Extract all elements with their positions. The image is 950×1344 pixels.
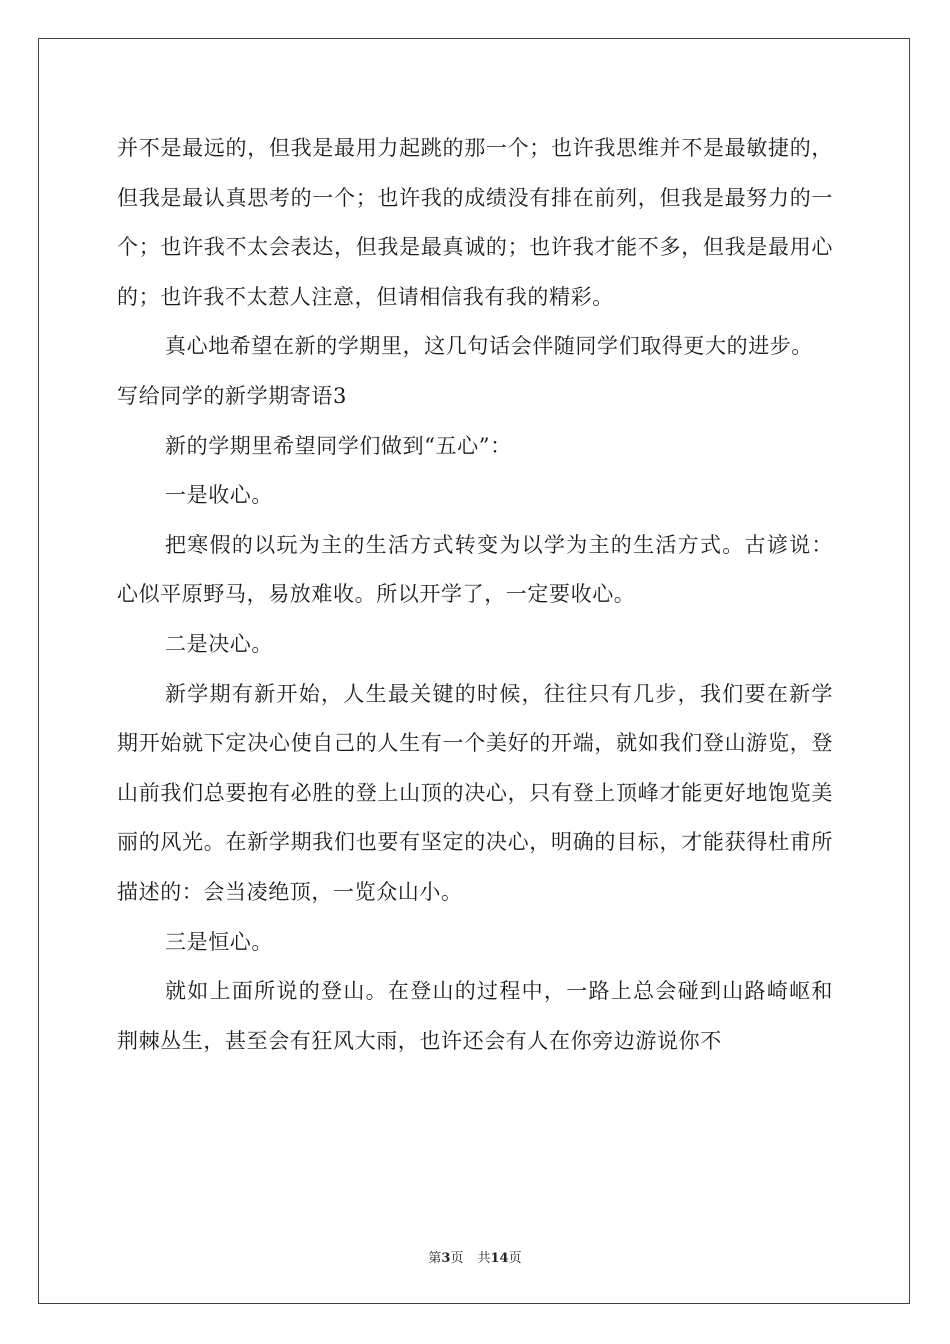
- section-heading: 写给同学的新学期寄语3: [117, 383, 347, 408]
- paragraph-continuation: 并不是最远的，但我是最用力起跳的那一个；也许我思维并不是最敏捷的，但我是最认真思考的一个；也许我的成绩没有排在前列，但我是最努力的一个；也许我不太会表达，但我是最真诚的；也许我才能不多，但我是最用心的；也许我不太惹人注意，但请相信我有我的精彩。: [117, 136, 833, 309]
- page-footer: [0, 1247, 950, 1266]
- document-body: [117, 124, 833, 1066]
- paragraph-point-3-body: 就如上面所说的登山。在登山的过程中，一路上总会碰到山路崎岖和荆棘丛生，甚至会有狂风大雨，也许还会有人在你旁边游说你不: [117, 979, 833, 1053]
- paragraph-five-hearts-intro: 新的学期里希望同学们做到“五心”：: [165, 433, 512, 458]
- page-number: 第3页: [428, 1251, 464, 1266]
- paragraph-hope: 真心地希望在新的学期里，这几句话会伴随同学们取得更大的进步。: [165, 334, 813, 359]
- paragraph-point-1-body: 把寒假的以玩为主的生活方式转变为以学为主的生活方式。古谚说：心似平原野马，易放难收。所以开学了，一定要收心。: [117, 532, 833, 607]
- paragraph-point-1-title: 一是收心。: [165, 483, 273, 508]
- paragraph-point-2-title: 二是决心。: [165, 631, 273, 656]
- paragraph-point-3-title: 三是恒心。: [165, 929, 273, 954]
- paragraph-point-2-body: 新学期有新开始，人生最关键的时候，往往只有几步，我们要在新学期开始就下定决心使自己的人生有一个美好的开端，就如我们登山游览，登山前我们总要抱有必胜的登上山顶的决心，只有登上顶峰才能更好地饱览美丽的风光。在新学期我们也要有坚定的决心，明确的目标，才能获得杜甫所描述的：会当凌绝顶，一览众山小。: [117, 681, 833, 904]
- page-total: 共14页: [477, 1251, 522, 1266]
